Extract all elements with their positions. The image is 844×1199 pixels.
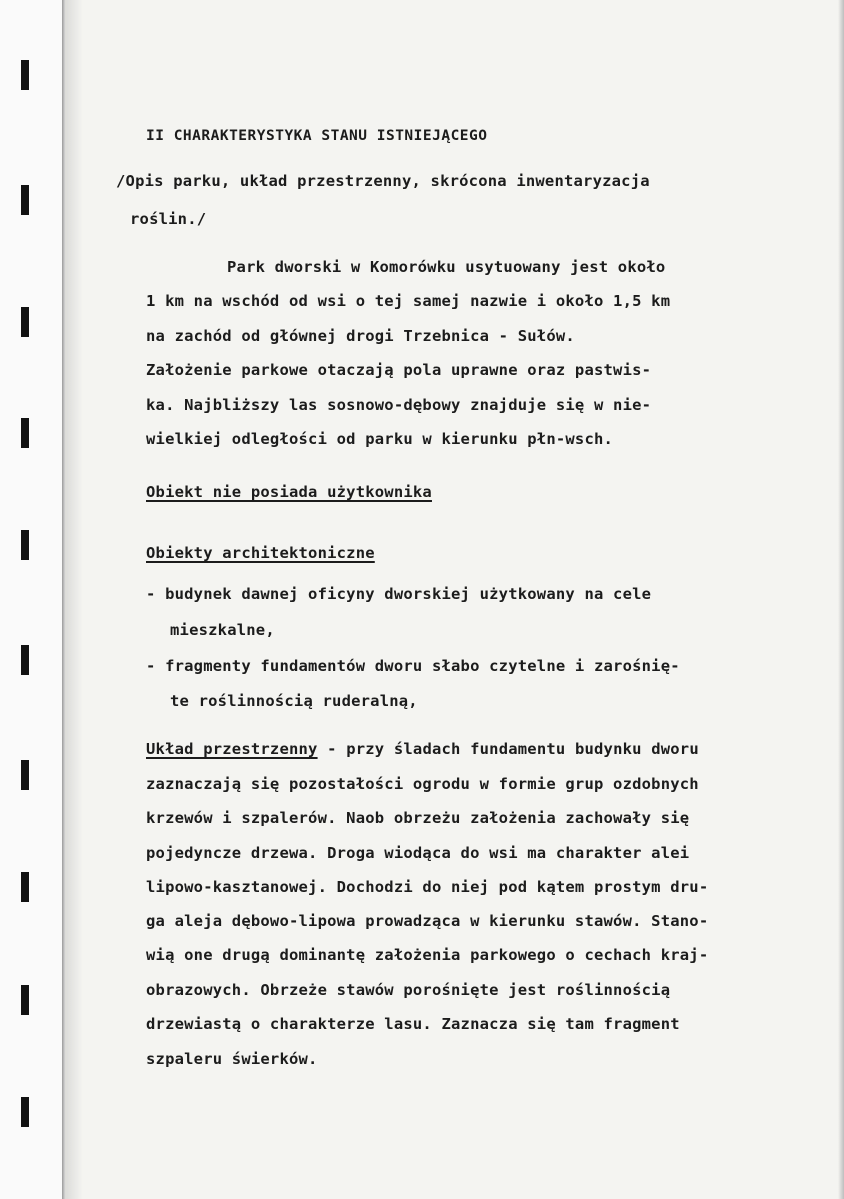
layout-line: wią one drugą dominantę założenia parkowego o cechach kraj- bbox=[146, 946, 709, 964]
intro-line: wielkiej odległości od parku w kierunku płn-wsch. bbox=[146, 430, 614, 448]
layout-label: Układ przestrzenny bbox=[146, 740, 318, 758]
punch-hole bbox=[21, 418, 29, 448]
punch-hole bbox=[21, 530, 29, 560]
subheading-line: roślin./ bbox=[130, 210, 207, 228]
layout-line: krzewów i szpalerów. Naob obrzeżu założenia zachowały się bbox=[146, 809, 690, 827]
subheading-line: /Opis parku, układ przestrzenny, skrócona inwentaryzacja bbox=[116, 172, 650, 190]
punch-hole bbox=[21, 872, 29, 902]
architecture-item: - fragmenty fundamentów dworu słabo czytelne i zarośnię- bbox=[146, 657, 680, 675]
layout-line: zaznaczają się pozostałości ogrodu w formie grup ozdobnych bbox=[146, 775, 699, 793]
intro-line: Park dworski w Komorówku usytuowany jest około bbox=[227, 258, 666, 276]
layout-line: ga aleja dębowo-lipowa prowadząca w kierunku stawów. Stano- bbox=[146, 912, 709, 930]
intro-line: 1 km na wschód od wsi o tej samej nazwie i około 1,5 km bbox=[146, 292, 671, 310]
intro-line: Założenie parkowe otaczają pola uprawne oraz pastwis- bbox=[146, 361, 652, 379]
layout-first-line bbox=[146, 740, 699, 758]
architecture-item: te roślinnością ruderalną, bbox=[170, 692, 418, 710]
page-shadow bbox=[65, 0, 83, 1199]
layout-line: drzewiastą o charakterze lasu. Zaznacza się tam fragment bbox=[146, 1015, 680, 1033]
architecture-item: - budynek dawnej oficyny dworskiej użytkowany na cele bbox=[146, 585, 652, 603]
punch-hole bbox=[21, 645, 29, 675]
layout-line: szpaleru świerków. bbox=[146, 1050, 318, 1068]
punch-hole bbox=[21, 185, 29, 215]
punch-hole bbox=[21, 307, 29, 337]
architecture-heading: Obiekty architektoniczne bbox=[146, 544, 375, 562]
layout-first-line-rest: - przy śladach fundamentu budynku dworu bbox=[327, 740, 699, 758]
intro-line: ka. Najbliższy las sosnowo-dębowy znajduje się w nie- bbox=[146, 396, 652, 414]
punch-hole bbox=[21, 760, 29, 790]
page-edge bbox=[838, 0, 844, 1199]
layout-line: lipowo-kasztanowej. Dochodzi do niej pod kątem prostym dru- bbox=[146, 878, 709, 896]
layout-line: obrazowych. Obrzeże stawów porośnięte jest roślinnością bbox=[146, 981, 671, 999]
section-heading: II CHARAKTERYSTYKA STANU ISTNIEJĄCEGO bbox=[146, 128, 488, 144]
punch-hole bbox=[21, 985, 29, 1015]
intro-line: na zachód od głównej drogi Trzebnica - Sułów. bbox=[146, 327, 575, 345]
punch-hole bbox=[21, 1097, 29, 1127]
architecture-item: mieszkalne, bbox=[170, 621, 275, 639]
binding-strip bbox=[0, 0, 64, 1199]
punch-hole bbox=[21, 60, 29, 90]
owner-note: Obiekt nie posiada użytkownika bbox=[146, 483, 432, 501]
layout-line: pojedyncze drzewa. Droga wiodąca do wsi ma charakter alei bbox=[146, 844, 690, 862]
